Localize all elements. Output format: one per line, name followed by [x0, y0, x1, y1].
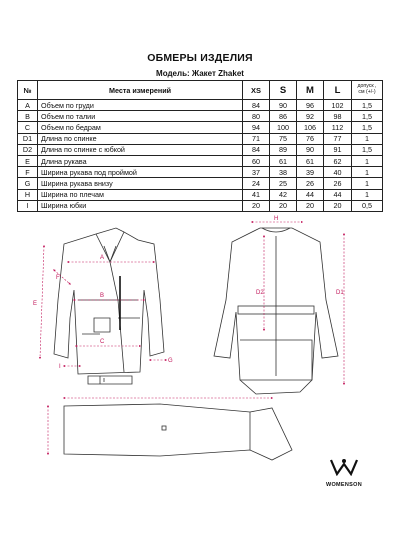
label-c: C	[100, 339, 105, 345]
cell-size-m: 61	[297, 155, 324, 166]
cell-measurement-name: Ширина юбки	[38, 200, 243, 211]
cell-size-l: 98	[324, 111, 352, 122]
label-f: F	[56, 275, 60, 281]
cell-size-s: 61	[270, 155, 297, 166]
cell-code: D1	[18, 133, 38, 144]
cell-size-m: 106	[297, 122, 324, 133]
cell-size-l: 44	[324, 189, 352, 200]
cell-tolerance: 1,5	[352, 122, 383, 133]
cell-measurement-name: Длина рукава	[38, 155, 243, 166]
womenson-logo-icon	[329, 458, 359, 476]
cell-code: F	[18, 167, 38, 178]
cell-measurement-name: Ширина рукава под проймой	[38, 167, 243, 178]
front-view-jacket	[54, 228, 164, 384]
cell-size-l: 26	[324, 178, 352, 189]
label-h: H	[274, 216, 279, 222]
cell-tolerance: 1	[352, 178, 383, 189]
belt-loose	[88, 376, 132, 384]
cell-code: G	[18, 178, 38, 189]
cell-measurement-name: Ширина по плечам	[38, 189, 243, 200]
label-d1: D1	[336, 290, 344, 296]
label-b: B	[100, 293, 105, 299]
cell-tolerance: 1	[352, 167, 383, 178]
cell-size-m: 96	[297, 100, 324, 111]
model-name: Модель: Жакет Zhaket	[156, 69, 244, 78]
brand-logo	[318, 458, 370, 488]
front-measurements	[40, 246, 166, 366]
brand-name: WOMENSON	[325, 482, 362, 488]
cell-tolerance: 1	[352, 133, 383, 144]
cell-measurement-name: Ширина рукава внизу	[38, 178, 243, 189]
cell-tolerance: 0,5	[352, 200, 383, 211]
cell-size-s: 42	[270, 189, 297, 200]
cell-size-s: 25	[270, 178, 297, 189]
cell-measurement-name: Длина по спинке	[38, 133, 243, 144]
cell-size-m: 90	[297, 144, 324, 155]
cell-size-m: 92	[297, 111, 324, 122]
label-i: I	[59, 364, 61, 370]
cell-size-xs: 24	[243, 178, 270, 189]
cell-size-l: 112	[324, 122, 352, 133]
header-num: №	[18, 81, 38, 100]
header-size-m: M	[297, 81, 324, 100]
cell-code: D2	[18, 144, 38, 155]
cell-size-xs: 20	[243, 200, 270, 211]
cell-size-s: 100	[270, 122, 297, 133]
cell-size-m: 20	[297, 200, 324, 211]
cell-size-m: 39	[297, 167, 324, 178]
cell-size-s: 38	[270, 167, 297, 178]
cell-size-l: 40	[324, 167, 352, 178]
cell-tolerance: 1	[352, 189, 383, 200]
cell-code: A	[18, 100, 38, 111]
cell-code: I	[18, 200, 38, 211]
cell-measurement-name: Длина по спинке с юбкой	[38, 144, 243, 155]
header-place: Места измерений	[38, 81, 243, 100]
cell-size-xs: 41	[243, 189, 270, 200]
label-e: E	[33, 301, 38, 307]
cell-size-m: 76	[297, 133, 324, 144]
sleeve-flat	[64, 404, 292, 460]
cell-code: B	[18, 111, 38, 122]
cell-code: C	[18, 122, 38, 133]
header-size-xs: XS	[243, 81, 270, 100]
header-size-l: L	[324, 81, 352, 100]
cell-size-m: 26	[297, 178, 324, 189]
cell-size-l: 102	[324, 100, 352, 111]
cell-size-s: 75	[270, 133, 297, 144]
cell-code: H	[18, 189, 38, 200]
cell-size-xs: 37	[243, 167, 270, 178]
document-title: ОБМЕРЫ ИЗДЕЛИЯ	[147, 52, 253, 64]
cell-tolerance: 1,5	[352, 111, 383, 122]
cell-size-s: 20	[270, 200, 297, 211]
cell-measurement-name: Объем по талии	[38, 111, 243, 122]
cell-size-s: 86	[270, 111, 297, 122]
cell-size-xs: 84	[243, 144, 270, 155]
cell-size-l: 77	[324, 133, 352, 144]
cell-size-m: 44	[297, 189, 324, 200]
cell-size-l: 62	[324, 155, 352, 166]
cell-size-s: 89	[270, 144, 297, 155]
cell-tolerance: 1	[352, 155, 383, 166]
cell-measurement-name: Объем по бедрам	[38, 122, 243, 133]
cell-size-xs: 94	[243, 122, 270, 133]
header-size-s: S	[270, 81, 297, 100]
label-d2: D2	[256, 290, 264, 296]
back-view-jacket	[214, 228, 338, 394]
label-g: G	[168, 358, 173, 364]
cell-size-s: 90	[270, 100, 297, 111]
cell-size-xs: 71	[243, 133, 270, 144]
header-tolerance: допуск , см (+/-)	[352, 81, 383, 100]
cell-tolerance: 1,5	[352, 100, 383, 111]
cell-size-xs: 80	[243, 111, 270, 122]
label-a: A	[100, 255, 105, 261]
cell-size-l: 20	[324, 200, 352, 211]
cell-size-l: 91	[324, 144, 352, 155]
back-measurements	[252, 222, 344, 384]
sleeve-measurements	[48, 398, 272, 454]
cell-measurement-name: Объем по груди	[38, 100, 243, 111]
cell-size-xs: 60	[243, 155, 270, 166]
cell-code: E	[18, 155, 38, 166]
cell-tolerance: 1,5	[352, 144, 383, 155]
cell-size-xs: 84	[243, 100, 270, 111]
